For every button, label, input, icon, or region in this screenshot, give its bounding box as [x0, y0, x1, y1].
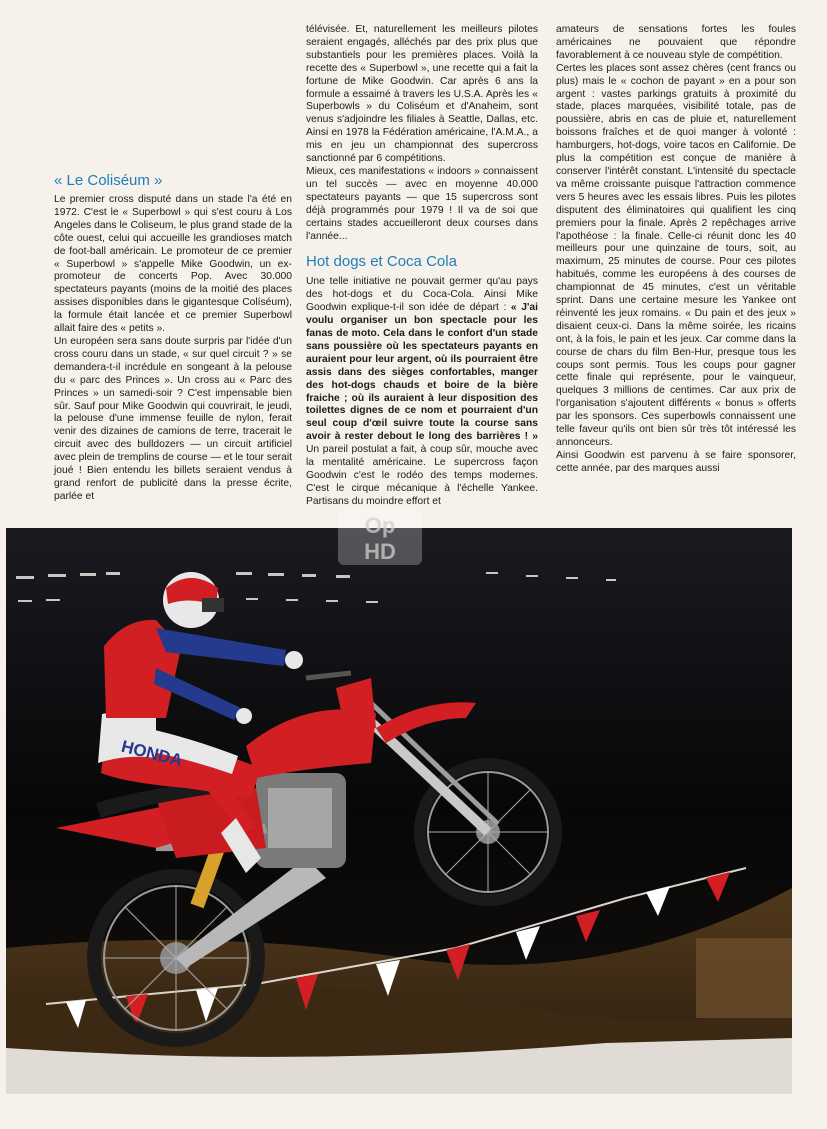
motocross-photo — [6, 528, 792, 1094]
paragraph: Certes les places sont assez chères (cent francs ou plus) mais le « cochon de payant » en a pour son argent : vastes parkings gratuits à proximité du stade, places marquées, visibilité totale, pas de poussière, abris en cas de pluie et, naturellement boissons fraîches et de quoi manger à volonté : hamburgers, hot-dogs, voire tacos en Californie. De plus la compétition est conçue de manière à conserver l'intérêt constant. L'intensité du spectacle va même croissante puisque l'attraction commence vers 5 heures avec les essais libres. Puis les pilotes disputent des éliminatoires qui qualifient les cinq premiers pour la finale. Après 2 repêchages arrive l'apothéose : la finale. Celle-ci réunit donc les 40 meilleurs pour une quinzaine de tours, soit, au maximum, 25 minutes de course. Pour ces pilotes habitués, comme les européens à des courses de championnat de 45 minutes, c'est un véritable sprint. Dans une certaine mesure les Yankee ont réinventé les jeux romains. « Du pain et des jeux » disaient ceux-ci. Dans la même soirée, les ricains ont, à la fois, le pain et les jeux. Car comme dans la course de chars du film Ben-Hur, presque tous les coups sont permis. Tous les coups pour gagner cette finale qui représente, pour le vainqueur, quelques 3 millions de centimes. Car aux prix de l'organisation s'ajoutent différents « bonus » offerts par les sponsors. Ces superbowls connaissent une telle faveur qu'ils ont bien sûr très tôt intéressé les annonceurs. — [556, 62, 796, 448]
paragraph: Un européen sera sans doute surpris par l'idée d'un cross couru dans un stade, « sur quel circuit ? » se demandera-t-il incrédule en songeant à la pelouse du « parc des Princes ». Un cross au « Parc des Princes » un samedi-soir ? C'est impensable bien sûr. Sauf pour Mike Goodwin qui couvrirait, le jeudi, la pelouse d'une immense feuille de nylon, ferait venir des dizaines de camions de terre, tracerait le circuit avec des bulldozers — un circuit artificiel avec plein de tremplins de course — et le tour serait joué ! Bien entendu les billets seraient vendus à grand renfort de publicité dans la presse écrite, parlée et — [54, 335, 292, 502]
article-column-2 — [306, 24, 538, 509]
photo-illustration — [6, 528, 792, 1094]
watermark-logo — [334, 505, 426, 569]
paragraph — [306, 276, 538, 508]
section-heading-hot-dogs: Hot dogs et Coca Cola — [306, 253, 457, 271]
paragraph-text: Une telle initiative ne pouvait germer qu'au pays des hot-dogs et du Coca-Cola. Ainsi Mike Goodwin explique-t-il son idée de départ : — [306, 276, 538, 314]
paragraph: Le premier cross disputé dans un stade l'a été en 1972. C'est le « Superbowl » qui s'est couru à Los Angeles dans le Coliseum, le plus grand stade de la côte ouest, celui qui accueille les grandioses match de foot-ball américain. Le promoteur de ce premier « Superbowl » s'appelle Mike Goodwin, un ex-promoteur de concerts Pop. Avec 30.000 spectateurs payants (moins de la moitié des places assises disponibles dans le gigantesque Colíséum), la formule était lancée et ce premier Superbowl allait faire des « petits ». — [54, 194, 292, 335]
svg-text:HD: HD — [364, 539, 396, 564]
goodwin-quote: « J'ai voulu organiser un bon spectacle pour les fanas de moto. Cela dans le confort d'un stade sans poussière où les spectateurs payants en auraient pour leur argent, où ils pourraient être assis dans des sièges confortables, manger des hot-dogs chauds et boire de la bière fraiche ; où ils auraient à leur disposition des toilettes dignes de ce nom et pourraient d'un seul coup d'œil suivre toute la course sans avoir à rester debout le long des barrières ! » — [306, 302, 538, 443]
paragraph: Ainsi Goodwin est parvenu à se faire sponsorer, cette année, par des marques aussi — [556, 449, 796, 474]
paragraph: télévisée. Et, naturellement les meilleurs pilotes seraient engagés, alléchés par des prix plus que substantiels pour les premières places. Voilà la recette des « Superbowl », une recette qui a fait la fortune de Mike Goodwin. Car après 6 ans la formule a essaimé à travers les U.S.A. Après les « Superbowls » du Coliséum et d'Anaheim, sont venus s'adjoindre les filiales à Seattle, Dallas, etc. Ainsi en 1978 la Fédération américaine, l'A.M.A., a mis en jeu un championnat des supercross sanctionné par 6 compétitions. — [306, 24, 538, 165]
hay-bales — [696, 938, 792, 1018]
article-column-3 — [556, 24, 796, 476]
paragraph: amateurs de sensations fortes les foules américaines ne pouvaient que répondre favorablement à ce nouveau style de compétition. — [556, 24, 796, 61]
jersey-brand-label: HONDA — [119, 736, 185, 771]
svg-text:Op: Op — [364, 513, 396, 538]
paragraph: Mieux, ces manifestations « indoors » connaissent un tel succès — avec en moyenne 40.000 spectateurs payants — que 15 supercross sont déjà programmés pour 1979 ! Il va de soi que certains stades accueilleront deux courses dans l'année... — [306, 165, 538, 242]
paragraph-text: Un pareil postulat a fait, à coup sûr, mouche avec la mentalité américaine. Le supercross façon Goodwin c'est le rodéo des temps modernes. C'est le cirque mécanique à l'échelle Yankee. Partisans du moindre effort et — [306, 444, 538, 507]
section-heading-coliseum: « Le Coliséum » — [54, 172, 163, 189]
article-column-1 — [54, 172, 292, 504]
